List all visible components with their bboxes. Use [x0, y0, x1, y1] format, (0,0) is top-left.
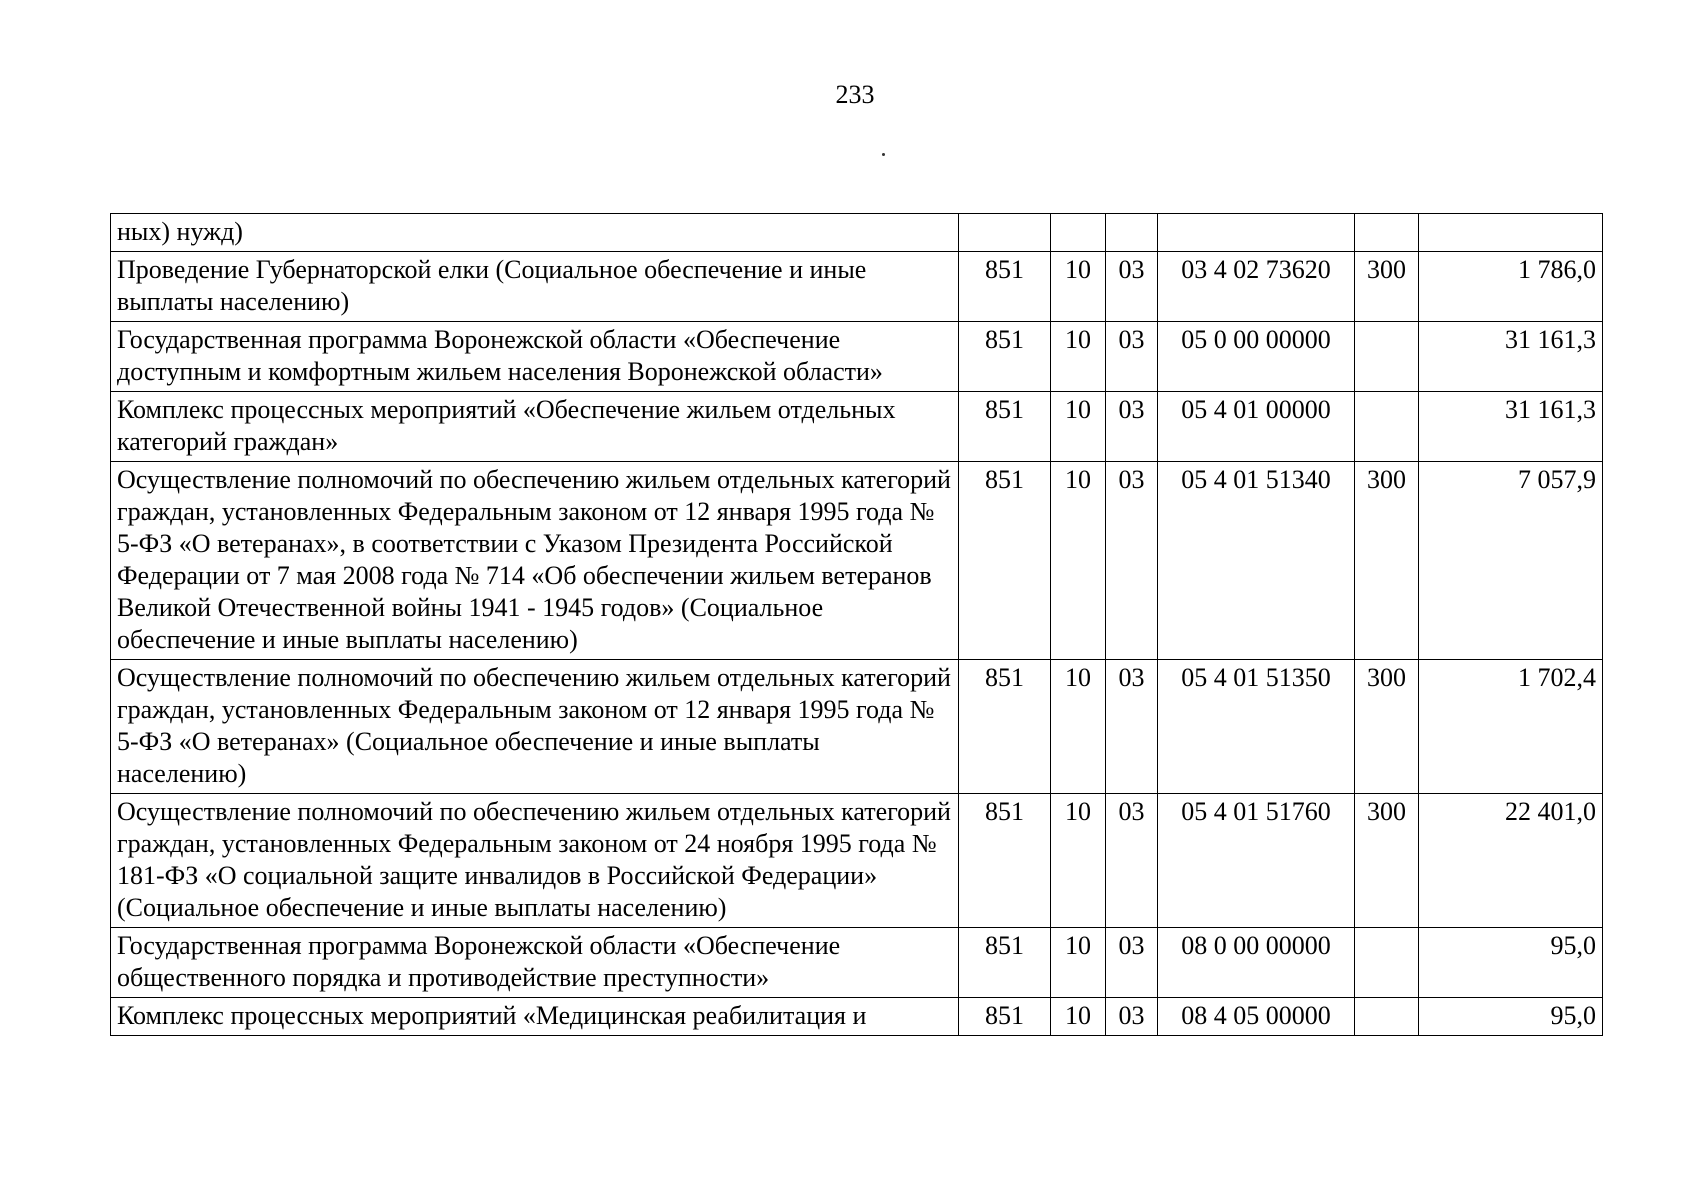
table-row — [111, 322, 1603, 392]
row-subsection-code — [1106, 214, 1158, 252]
row-grbs-code: 851 — [959, 660, 1051, 794]
row-target-item-code: 08 4 05 00000 — [1158, 998, 1355, 1036]
row-grbs-code: 851 — [959, 998, 1051, 1036]
row-target-item-code: 05 4 01 51340 — [1158, 462, 1355, 660]
row-subsection-code: 03 — [1106, 928, 1158, 998]
row-description: Осуществление полномочий по обеспечению жильем отдельных категорий граждан, установленных Федеральным законом от 24 ноября 1995 года № 181-ФЗ «О социальной защите инвалидов в Российской Федерации» (Социальное обеспечение и иные выплаты населению) — [111, 794, 959, 928]
row-description: Государственная программа Воронежской области «Обеспечение доступным и комфортным жильем населения Воронежской области» — [111, 322, 959, 392]
row-target-item-code: 05 4 01 51350 — [1158, 660, 1355, 794]
row-expense-type-code: 300 — [1355, 252, 1419, 322]
row-section-code: 10 — [1051, 252, 1106, 322]
budget-table — [110, 213, 1603, 1036]
row-subsection-code: 03 — [1106, 998, 1158, 1036]
row-section-code: 10 — [1051, 794, 1106, 928]
row-description: Осуществление полномочий по обеспечению жильем отдельных категорий граждан, установленных Федеральным законом от 12 января 1995 года № 5-ФЗ «О ветеранах» (Социальное обеспечение и иные выплаты населению) — [111, 660, 959, 794]
row-grbs-code: 851 — [959, 322, 1051, 392]
row-expense-type-code — [1355, 998, 1419, 1036]
row-description: Государственная программа Воронежской области «Обеспечение общественного порядка и противодействие преступности» — [111, 928, 959, 998]
row-grbs-code — [959, 214, 1051, 252]
row-grbs-code: 851 — [959, 928, 1051, 998]
row-amount: 31 161,3 — [1419, 392, 1603, 462]
table-row — [111, 462, 1603, 660]
scan-speck — [882, 153, 885, 156]
page-number: 233 — [835, 80, 875, 109]
row-target-item-code: 08 0 00 00000 — [1158, 928, 1355, 998]
row-subsection-code: 03 — [1106, 252, 1158, 322]
table-row — [111, 660, 1603, 794]
row-description: Комплекс процессных мероприятий «Медицинская реабилитация и — [111, 998, 959, 1036]
row-subsection-code: 03 — [1106, 462, 1158, 660]
row-target-item-code — [1158, 214, 1355, 252]
row-expense-type-code — [1355, 928, 1419, 998]
row-grbs-code: 851 — [959, 462, 1051, 660]
row-amount: 95,0 — [1419, 998, 1603, 1036]
row-expense-type-code: 300 — [1355, 462, 1419, 660]
row-section-code: 10 — [1051, 928, 1106, 998]
row-amount: 1 786,0 — [1419, 252, 1603, 322]
row-subsection-code: 03 — [1106, 794, 1158, 928]
row-target-item-code: 05 0 00 00000 — [1158, 322, 1355, 392]
table-row — [111, 794, 1603, 928]
row-target-item-code: 05 4 01 51760 — [1158, 794, 1355, 928]
row-amount: 95,0 — [1419, 928, 1603, 998]
row-grbs-code: 851 — [959, 392, 1051, 462]
table-row — [111, 392, 1603, 462]
row-section-code: 10 — [1051, 998, 1106, 1036]
row-amount: 31 161,3 — [1419, 322, 1603, 392]
row-description: Проведение Губернаторской елки (Социальное обеспечение и иные выплаты населению) — [111, 252, 959, 322]
row-description: ных) нужд) — [111, 214, 959, 252]
row-target-item-code: 05 4 01 00000 — [1158, 392, 1355, 462]
row-target-item-code: 03 4 02 73620 — [1158, 252, 1355, 322]
row-expense-type-code — [1355, 214, 1419, 252]
row-amount: 22 401,0 — [1419, 794, 1603, 928]
row-subsection-code: 03 — [1106, 322, 1158, 392]
table-row — [111, 214, 1603, 252]
row-grbs-code: 851 — [959, 252, 1051, 322]
row-expense-type-code: 300 — [1355, 794, 1419, 928]
row-section-code: 10 — [1051, 462, 1106, 660]
row-description: Комплекс процессных мероприятий «Обеспечение жильем отдельных категорий граждан» — [111, 392, 959, 462]
row-subsection-code: 03 — [1106, 660, 1158, 794]
row-grbs-code: 851 — [959, 794, 1051, 928]
row-section-code: 10 — [1051, 392, 1106, 462]
row-amount: 1 702,4 — [1419, 660, 1603, 794]
row-expense-type-code — [1355, 392, 1419, 462]
row-expense-type-code: 300 — [1355, 660, 1419, 794]
row-amount — [1419, 214, 1603, 252]
table-row — [111, 928, 1603, 998]
table-row — [111, 252, 1603, 322]
row-section-code: 10 — [1051, 322, 1106, 392]
row-section-code: 10 — [1051, 660, 1106, 794]
table-row — [111, 998, 1603, 1036]
row-section-code — [1051, 214, 1106, 252]
row-description: Осуществление полномочий по обеспечению жильем отдельных категорий граждан, установленных Федеральным законом от 12 января 1995 года № 5-ФЗ «О ветеранах», в соответствии с Указом Президента Российской Федерации от 7 мая 2008 года № 714 «Об обеспечении жильем ветеранов Великой Отечественной войны 1941 - 1945 годов» (Социальное обеспечение и иные выплаты населению) — [111, 462, 959, 660]
row-subsection-code: 03 — [1106, 392, 1158, 462]
row-amount: 7 057,9 — [1419, 462, 1603, 660]
row-expense-type-code — [1355, 322, 1419, 392]
